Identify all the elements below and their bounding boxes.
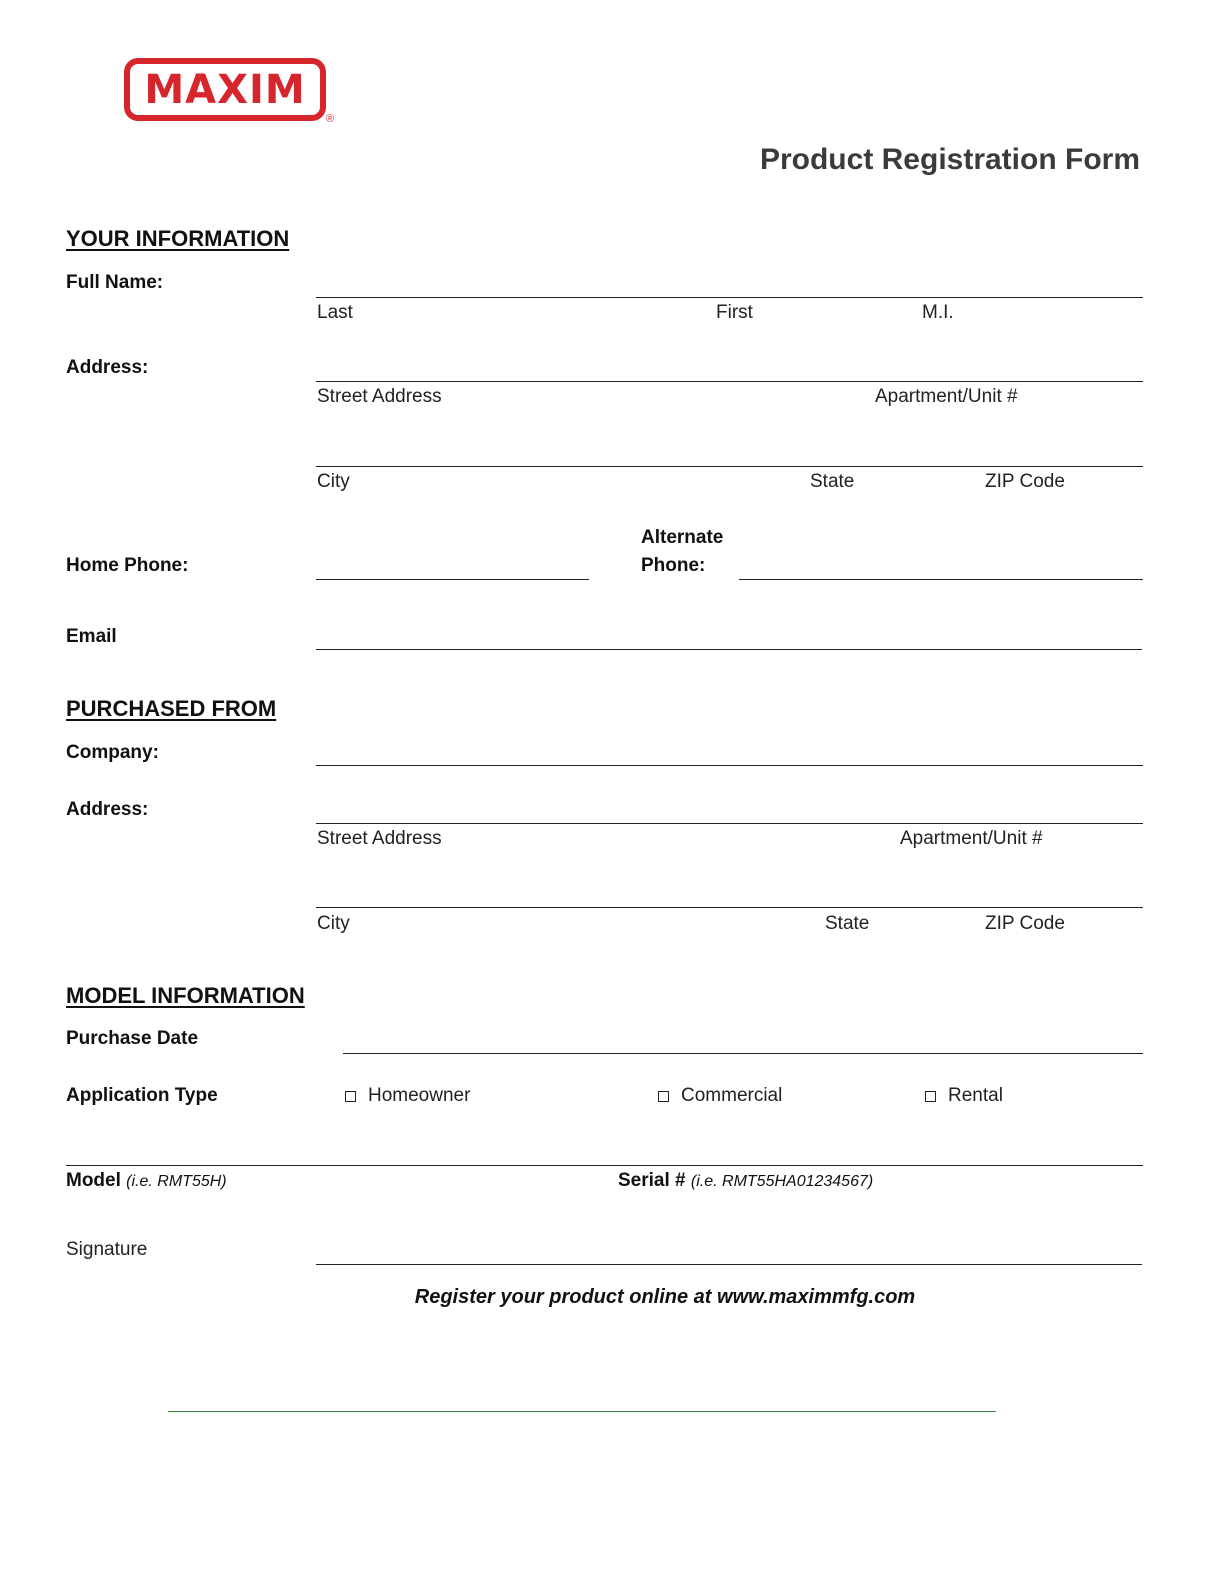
rental-checkbox[interactable] bbox=[925, 1085, 1003, 1107]
full-name-field[interactable] bbox=[316, 297, 1143, 298]
serial-example: (i.e. RMT55HA01234567) bbox=[690, 1173, 874, 1190]
model-example: (i.e. RMT55H) bbox=[126, 1173, 227, 1190]
street-address-field[interactable] bbox=[316, 381, 1143, 382]
address-label: Address: bbox=[66, 357, 149, 378]
company-label: Company: bbox=[66, 742, 159, 763]
street-address-caption: Street Address bbox=[317, 386, 442, 407]
home-phone-label: Home Phone: bbox=[66, 555, 189, 576]
purchase-street-field[interactable] bbox=[316, 823, 1143, 824]
alternate-phone-label-2: Phone: bbox=[641, 555, 706, 576]
page-title: Product Registration Form bbox=[759, 143, 1140, 176]
zip-caption: ZIP Code bbox=[985, 471, 1065, 492]
application-type-label: Application Type bbox=[66, 1085, 218, 1106]
section-purchased-from: PURCHASED FROM bbox=[66, 696, 277, 721]
purchase-address-label: Address: bbox=[66, 799, 149, 820]
checkbox-square-icon bbox=[925, 1091, 936, 1102]
alternate-phone-field[interactable] bbox=[739, 579, 1143, 580]
purchase-city-caption: City bbox=[317, 913, 350, 934]
city-caption: City bbox=[317, 471, 350, 492]
last-name-caption: Last bbox=[317, 302, 353, 323]
purchase-state-caption: State bbox=[825, 913, 870, 934]
email-field[interactable] bbox=[316, 649, 1142, 650]
rental-label: Rental bbox=[948, 1085, 1003, 1106]
section-your-information: YOUR INFORMATION bbox=[66, 226, 290, 251]
purchase-street-caption: Street Address bbox=[317, 828, 442, 849]
checkbox-square-icon bbox=[345, 1091, 356, 1102]
purchase-apartment-caption: Apartment/Unit # bbox=[900, 828, 1043, 849]
first-name-caption: First bbox=[716, 302, 753, 323]
signature-label: Signature bbox=[66, 1239, 148, 1260]
commercial-label: Commercial bbox=[681, 1085, 783, 1106]
alternate-phone-label-1: Alternate bbox=[641, 527, 724, 548]
apartment-caption: Apartment/Unit # bbox=[875, 386, 1018, 407]
maxim-logo bbox=[124, 58, 326, 121]
footer-register-online: Register your product online at www.maximmfg.com bbox=[414, 1286, 916, 1308]
full-name-label: Full Name: bbox=[66, 272, 164, 293]
section-model-information: MODEL INFORMATION bbox=[66, 983, 305, 1008]
green-divider bbox=[168, 1411, 996, 1412]
signature-field[interactable] bbox=[316, 1264, 1142, 1265]
company-field[interactable] bbox=[316, 765, 1143, 766]
purchase-city-state-zip-field[interactable] bbox=[316, 907, 1143, 908]
serial-label: Serial # bbox=[618, 1170, 686, 1191]
purchase-date-label: Purchase Date bbox=[66, 1028, 199, 1049]
commercial-checkbox[interactable] bbox=[658, 1085, 782, 1107]
registered-mark: ® bbox=[326, 113, 335, 125]
model-serial-field[interactable] bbox=[66, 1165, 1143, 1166]
logo-text: MAXIM bbox=[144, 66, 306, 113]
email-label: Email bbox=[66, 626, 117, 647]
state-caption: State bbox=[810, 471, 855, 492]
serial-caption bbox=[618, 1170, 873, 1192]
purchase-date-field[interactable] bbox=[343, 1053, 1143, 1054]
home-phone-field[interactable] bbox=[316, 579, 589, 580]
model-label: Model bbox=[66, 1170, 121, 1191]
homeowner-label: Homeowner bbox=[368, 1085, 471, 1106]
city-state-zip-field[interactable] bbox=[316, 466, 1143, 467]
purchase-zip-caption: ZIP Code bbox=[985, 913, 1065, 934]
homeowner-checkbox[interactable] bbox=[345, 1085, 470, 1107]
middle-initial-caption: M.I. bbox=[922, 302, 954, 323]
checkbox-square-icon bbox=[658, 1091, 669, 1102]
model-caption bbox=[66, 1170, 227, 1192]
